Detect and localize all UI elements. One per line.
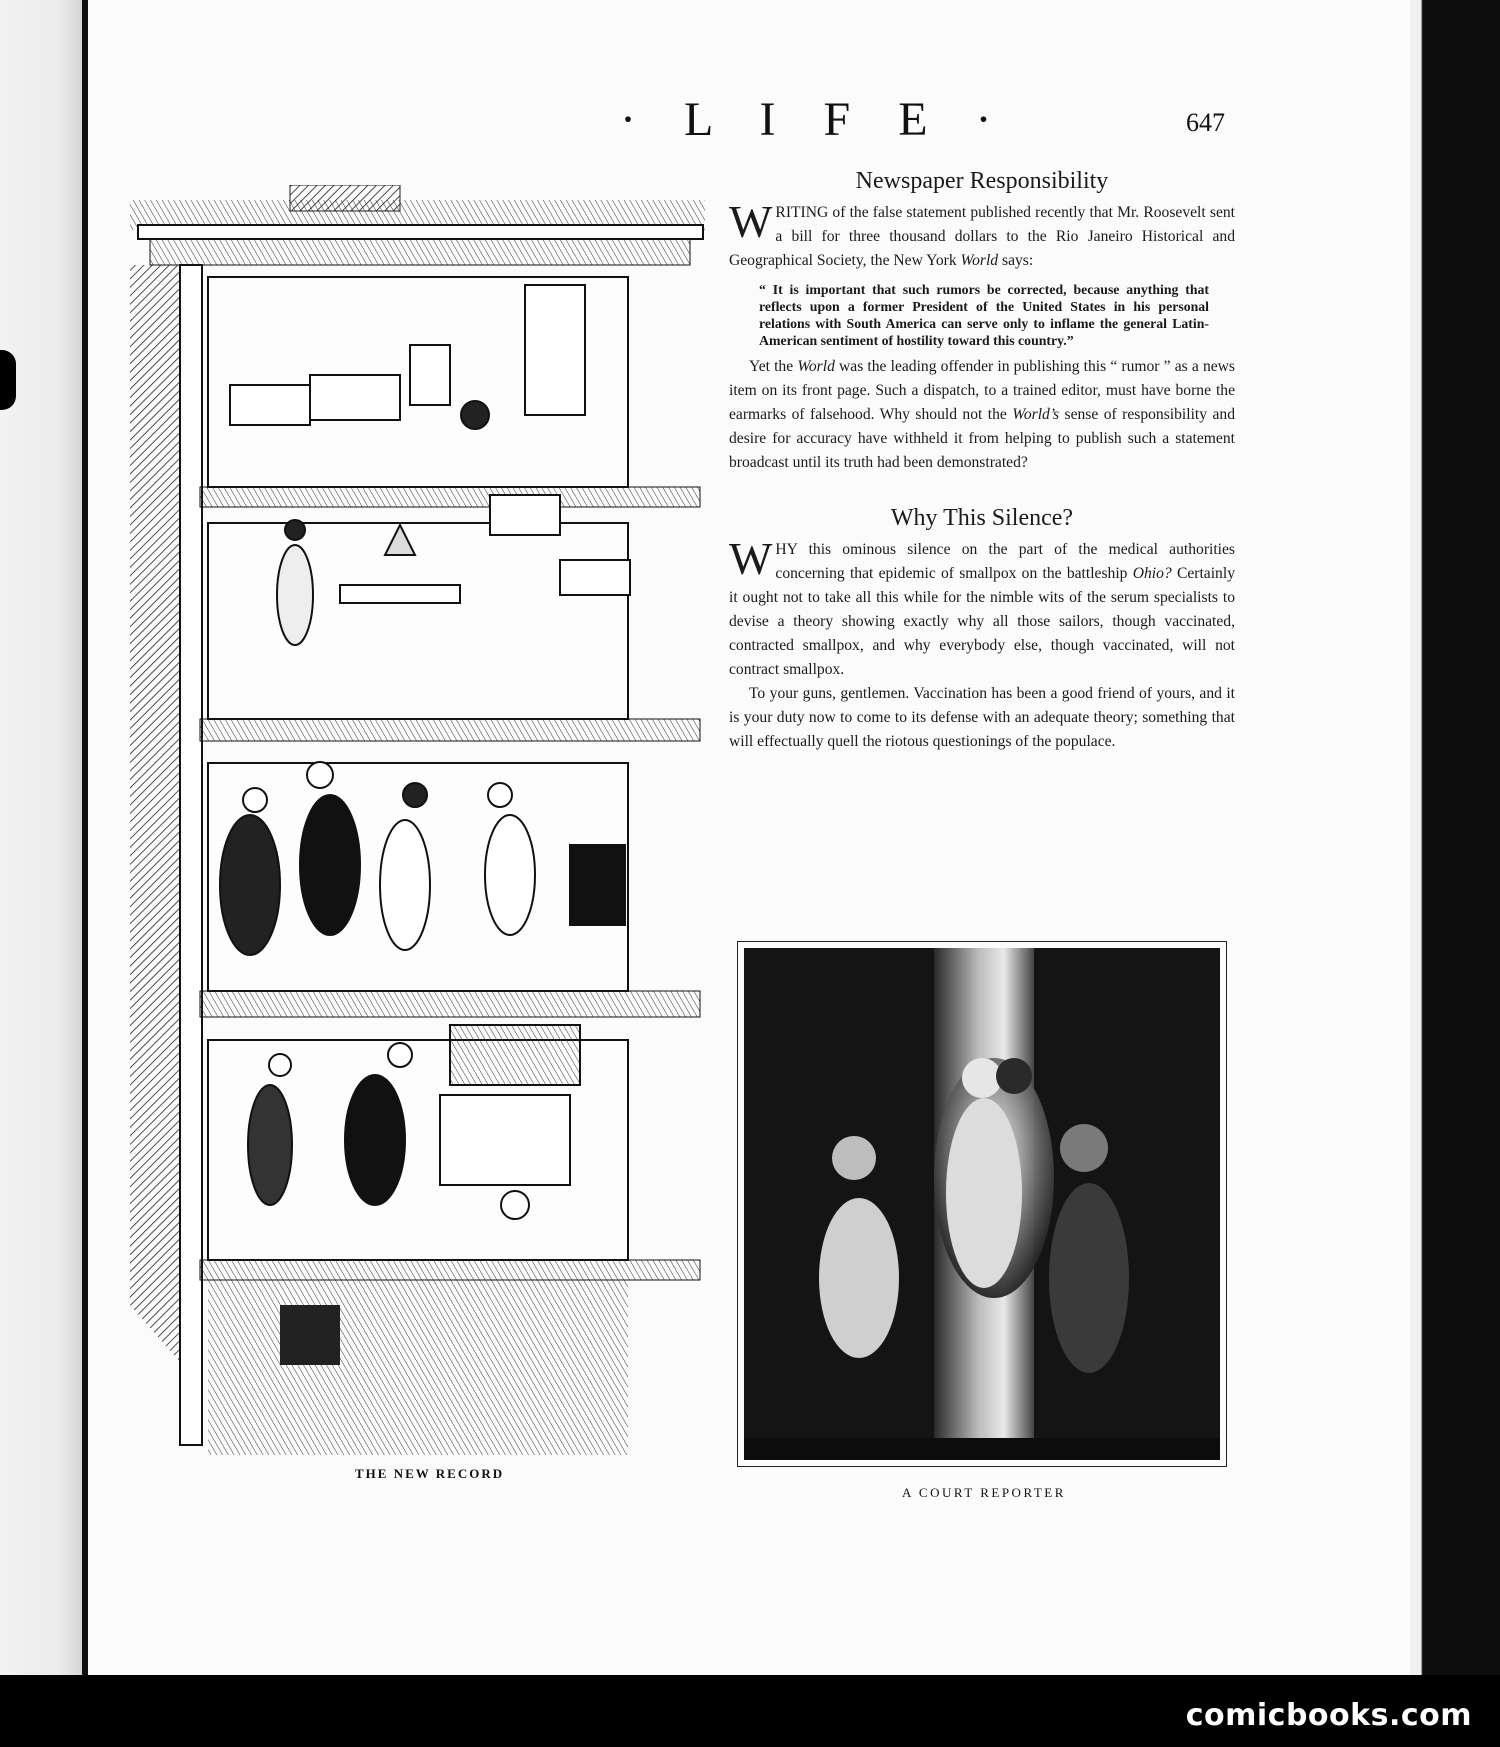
article2-p1-b: Certainly it ought not to take all this while for the nimble wits of the serum specialists to devise a theory showing exactly why all those sailors, though vaccinated, contracted smallpox, and why everybody else, though vaccinated, will not contract smallpox.	[729, 565, 1235, 678]
article1-paragraph2	[729, 355, 1235, 475]
watermark: comicbooks.com	[1185, 1698, 1472, 1733]
article2-headline: Why This Silence?	[890, 505, 1074, 531]
article1-dropcap: W	[729, 196, 773, 247]
article2-paragraph1	[729, 533, 1235, 682]
masthead-title: · L I F E ·	[620, 93, 1010, 146]
article2-paragraph2: To your guns, gentlemen. Vaccination has been a good friend of yours, and it is your duty now to come to its defense with an adequate theory; something that will effectually quell the riotous questionings of the populace.	[729, 685, 1235, 750]
court-reporter-photo	[744, 948, 1220, 1460]
photo-caption: A COURT REPORTER	[902, 1485, 1066, 1500]
article1-p2-italic1: World	[797, 358, 835, 375]
article1-p2-italic2: World’s	[1012, 406, 1060, 423]
cartoon-caption: THE NEW RECORD	[355, 1466, 505, 1481]
article1-headline: Newspaper Responsibility	[855, 168, 1109, 194]
photo-frame	[737, 941, 1227, 1467]
article1-p2-b: was the leading offender in publishing this “ rumor ” as a news item on its front page. Such a dispatch, to a trained editor, must have borne the earmarks of falsehood. Why should not the	[729, 358, 1235, 423]
article1-p1-end: says:	[998, 252, 1034, 269]
article2-dropcap: W	[729, 533, 773, 584]
binding-edge	[1410, 0, 1500, 1675]
article1-p2-a: Yet the	[749, 358, 798, 375]
article2-p1-italic: Ohio?	[1132, 565, 1172, 582]
article-column	[729, 168, 1235, 754]
article1-paragraph1	[729, 196, 1235, 273]
cartoon-illustration	[130, 185, 710, 1485]
article1-p1-italic: World	[960, 252, 999, 269]
article1-quote: “ It is important that such rumors be corrected, because anything that reflects upon a former President of the United States in his personal relations with South America can serve only to inflame the general Latin-American sentiment of hostility toward this country.”	[759, 282, 1209, 348]
article1-p2-c: sense of responsibility and desire for accuracy have withheld it from helping to publish such a statement broadcast until its truth had been demonstrated?	[729, 406, 1235, 471]
article1-p1-text: RITING of the false statement published recently that Mr. Roosevelt sent a bill for three thousand dollars to the Rio Janeiro Historical and Geographical Society, the New York	[729, 204, 1235, 269]
facing-page-edge	[0, 0, 88, 1675]
article2-p1-a: HY this ominous silence on the part of the medical authorities concerning that epidemic of smallpox on the battleship	[775, 541, 1235, 582]
facing-page-glyph	[0, 350, 16, 410]
footer-bar	[0, 1675, 1500, 1747]
page-number: 647	[1186, 108, 1225, 137]
